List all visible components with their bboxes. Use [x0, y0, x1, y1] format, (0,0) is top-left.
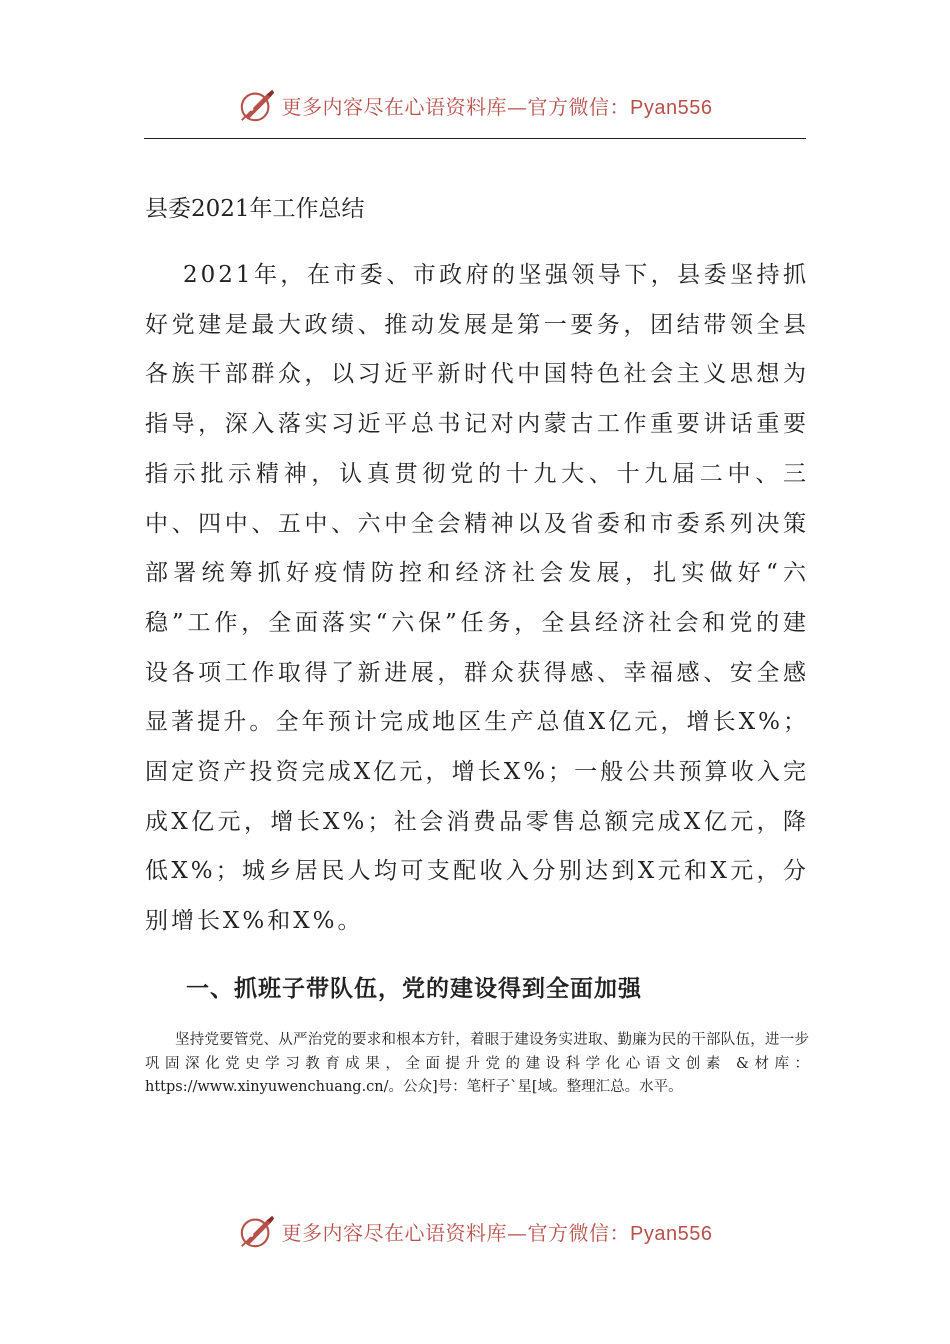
pen-logo-icon [238, 1212, 276, 1250]
footer-wechat-id: Pyan556 [630, 1222, 713, 1245]
pen-logo-icon [238, 86, 276, 124]
footer-banner-dash: — [507, 1220, 528, 1245]
header-banner [0, 85, 950, 125]
body-paragraph: 2021年，在市委、市政府的坚强领导下，县委坚持抓好党建是最大政绩、推动发展是第一要务，团结带领全县各族干部群众，以习近平新时代中国特色社会主义思想为指导，深入落实习近平总书记对内蒙古工作重要讲话重要指示批示精神，认真贯彻党的十九大、十九届二中、三中、四中、五中、六中全会精神以及省委和市委系列决策部署统筹抓好疫情防控和经济社会发展，扎实做好“六稳”工作，全面落实“六保”任务，全县经济社会和党的建设各项工作取得了新进展，群众获得感、幸福感、安全感显著提升。全年预计完成地区生产总值X亿元，增长X%；固定资产投资完成X亿元，增长X%；一般公共预算收入完成X亿元，增长X%；社会消费品零售总额完成X亿元，降低X%；城乡居民人均可支配收入分别达到X元和X元，分别增长X%和X%。 [145, 262, 809, 935]
section-paragraph: 坚持党要管党、从严治党的要求和根本方针，着眼于建设务实进取、勤廉为民的干部队伍，进一步巩固深化党史学习教育成果，全面提升党的建设科学化心语文创素 &材库：https://www.xinyuwenchuang.cn/。公众]号：笔杆子`星[域。整理汇总。水平。 [145, 1032, 809, 1095]
footer-banner [0, 1211, 950, 1251]
document-title: 县委2021年工作总结 [145, 196, 365, 222]
header-banner-text [282, 91, 713, 120]
footer-banner-label: 官方微信： [527, 1220, 631, 1245]
section-heading: 一、抓班子带队伍，党的建设得到全面加强 [186, 976, 642, 1002]
header-wechat-id: Pyan556 [630, 96, 713, 119]
header-banner-dash: — [507, 94, 528, 119]
footer-banner-main: 更多内容尽在心语资料库 [281, 1220, 508, 1245]
header-banner-label: 官方微信： [527, 94, 631, 119]
header-banner-main: 更多内容尽在心语资料库 [281, 94, 508, 119]
header-divider [144, 138, 806, 139]
footer-banner-text [282, 1217, 713, 1246]
